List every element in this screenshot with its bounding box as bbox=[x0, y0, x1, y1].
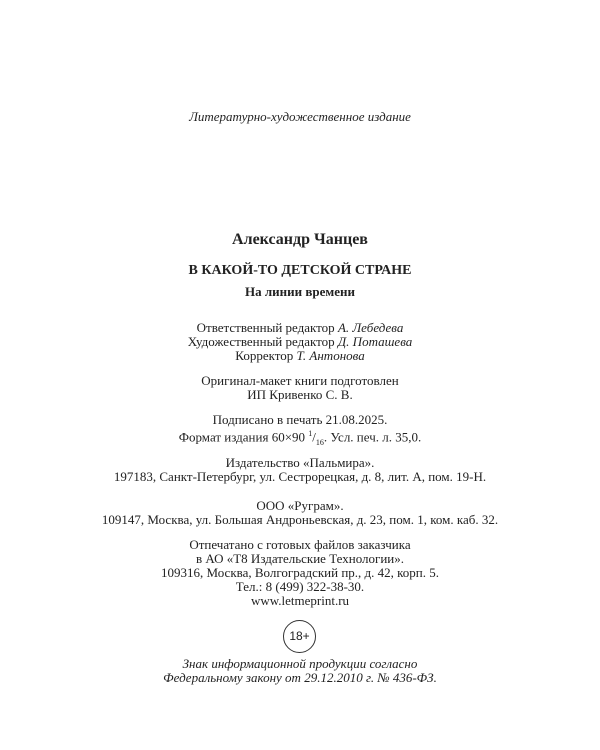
company-name: ООО «Руграм». bbox=[256, 498, 344, 513]
company-address: 109147, Москва, ул. Большая Андроньевская, д. 23, пом. 1, ком. каб. 32. bbox=[101, 512, 499, 527]
age-note: Федеральному закону от 29.12.2010 г. № 436-ФЗ. bbox=[163, 670, 437, 685]
credit-line: Корректор Т. Антонова bbox=[235, 348, 365, 363]
author-name: Александр Чанцев bbox=[232, 231, 368, 248]
book-subtitle: На линии времени bbox=[245, 284, 355, 299]
format-info: Формат издания 60×90 $^1/_{16}$. Усл. печ. л. 35,0. bbox=[178, 429, 422, 447]
age-rating-badge: 18+ bbox=[283, 620, 316, 653]
printer-phone: Тел.: 8 (499) 322-38-30. bbox=[235, 579, 365, 594]
credit-line: Ответственный редактор А. Лебедева bbox=[196, 320, 404, 335]
layout-credit: Оригинал-макет книги подготовлен bbox=[201, 373, 399, 388]
book-title: В КАКОЙ-ТО ДЕТСКОЙ СТРАНЕ bbox=[188, 263, 412, 278]
layout-credit: ИП Кривенко С. В. bbox=[247, 387, 353, 402]
printer-website: www.letmeprint.ru bbox=[250, 593, 350, 608]
credit-line: Художественный редактор Д. Поташева bbox=[187, 334, 413, 349]
publisher-address: 197183, Санкт-Петербург, ул. Сестрорецкая, д. 8, лит. А, пом. 19-Н. bbox=[113, 469, 487, 484]
publisher-name: Издательство «Пальмира». bbox=[225, 455, 375, 470]
printer-address: 109316, Москва, Волгоградский пр., д. 42, корп. 5. bbox=[160, 565, 440, 580]
age-note: Знак информационной продукции согласно bbox=[182, 656, 418, 671]
printer-line: в АО «Т8 Издательские Технологии». bbox=[195, 551, 405, 566]
printer-line: Отпечатано с готовых файлов заказчика bbox=[189, 537, 411, 552]
signed-date: Подписано в печать 21.08.2025. bbox=[212, 412, 388, 427]
genre-label: Литературно-художественное издание bbox=[189, 109, 411, 124]
